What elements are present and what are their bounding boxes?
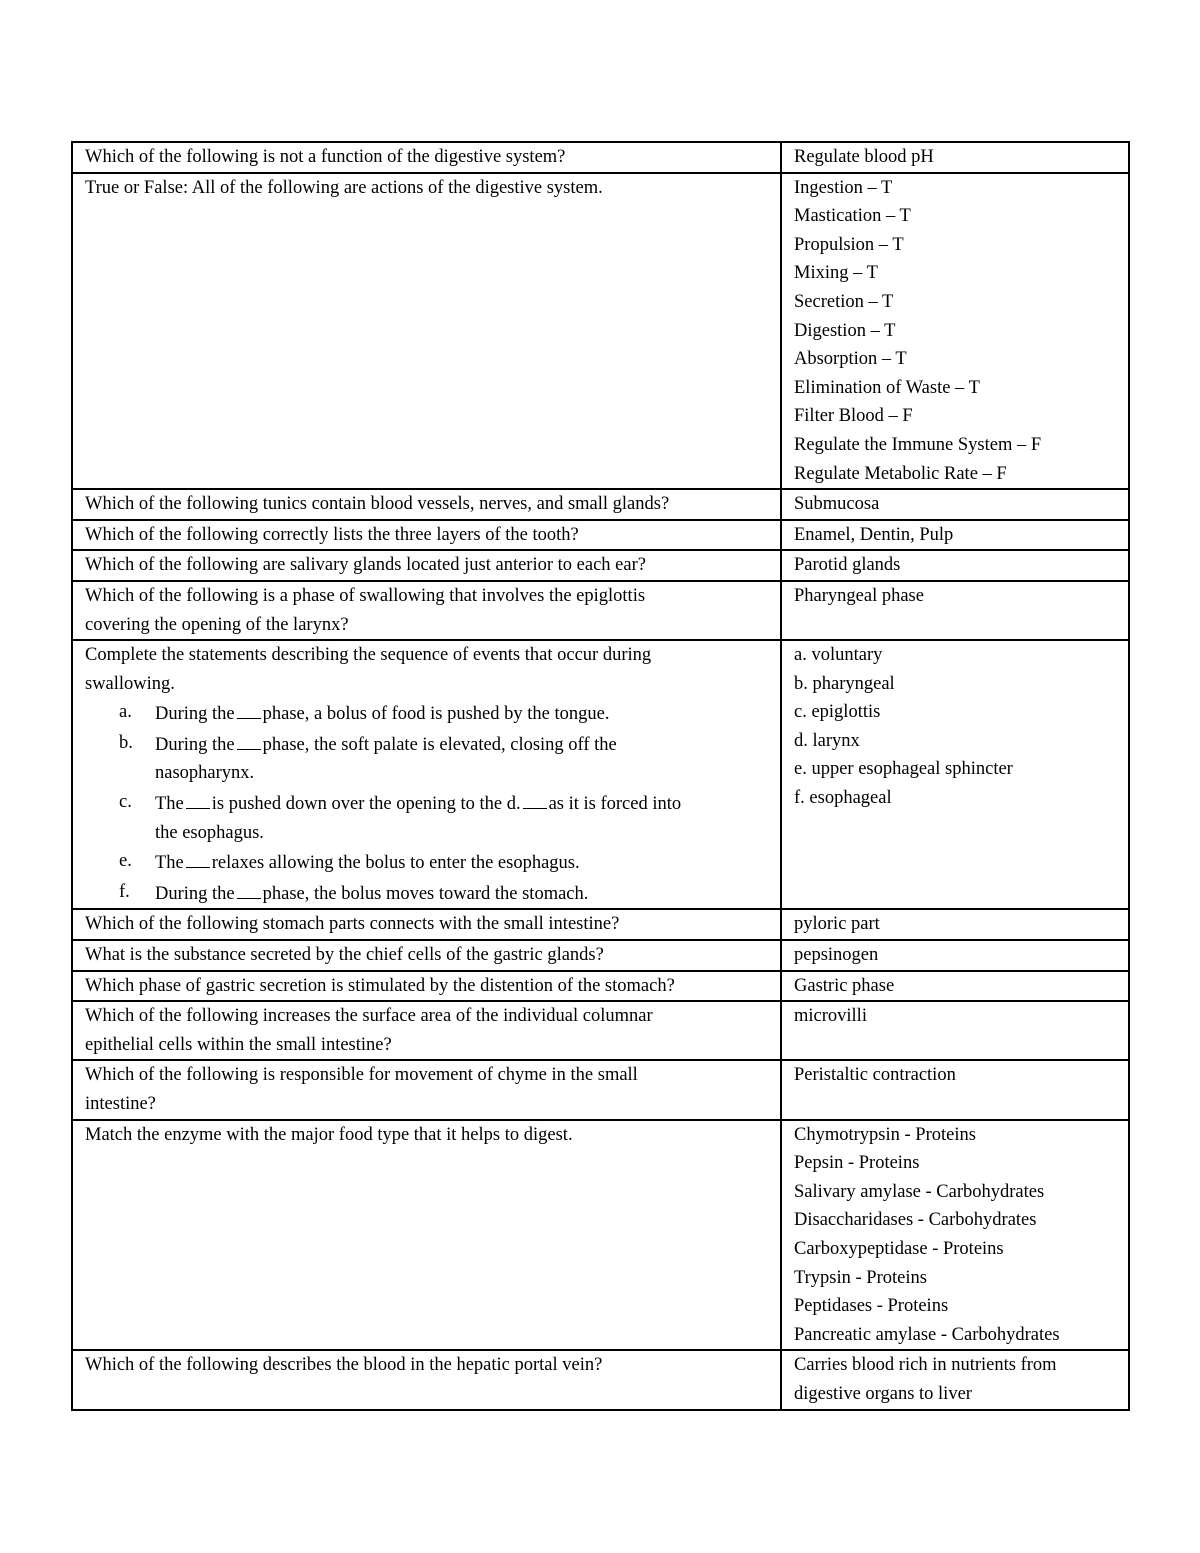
swallowing-statements-list [85,698,770,908]
answer-text: Carries blood rich in nutrients from [794,1355,1057,1376]
question-cell [72,640,781,909]
statement-text: During the [155,883,235,904]
answer-cell [781,142,1129,173]
table-row [72,909,1129,940]
answer-text: Filter Blood – F [794,406,913,427]
question-cell [72,550,781,581]
question-cell [72,520,781,551]
answer-text: pyloric part [794,914,880,935]
statement-text: phase, the soft palate is elevated, closing off the [262,734,617,755]
answer-text: b. pharyngeal [794,673,895,694]
table-row [72,640,1129,909]
answer-text: d. larynx [794,730,860,751]
table-row [72,173,1129,490]
table-row [72,489,1129,520]
answer-cell [781,1350,1129,1409]
answer-text: Carboxypeptidase - Proteins [794,1238,1004,1259]
answer-cell [781,1001,1129,1060]
fill-in-blank [237,698,261,719]
answer-text: pepsinogen [794,945,879,966]
fill-in-blank [186,847,210,868]
fill-in-blank [523,788,547,809]
answer-text: Elimination of Waste – T [794,377,980,398]
question-text: epithelial cells within the small intestine? [85,1034,392,1055]
question-text: True or False: All of the following are actions of the digestive system. [85,177,603,198]
answer-cell [781,489,1129,520]
statement-text: phase, the bolus moves toward the stomach. [262,883,589,904]
question-cell [72,940,781,971]
list-item [85,878,770,909]
answer-text: Pepsin - Proteins [794,1153,920,1174]
question-text: covering the opening of the larynx? [85,614,349,635]
answer-text: Parotid glands [794,555,901,576]
answer-text: f. esophageal [794,788,892,809]
answer-cell [781,940,1129,971]
list-marker: c. [119,792,132,813]
statement-text: The [155,853,184,874]
list-item [85,729,770,788]
statement-line [155,759,770,788]
answer-text: Regulate blood pH [794,147,934,167]
question-text: Complete the statements describing the sequence of events that occur during [85,645,652,666]
question-text: What is the substance secreted by the chief cells of the gastric glands? [85,945,604,966]
answer-text: Peristaltic contraction [794,1065,956,1086]
question-cell [72,489,781,520]
statement-line [155,878,770,909]
answer-text: Peptidases - Proteins [794,1296,949,1317]
answer-cell [781,1060,1129,1119]
table-row [72,142,1129,173]
answer-text: Disaccharidases - Carbohydrates [794,1210,1037,1231]
answer-text: Gastric phase [794,975,895,996]
question-text: Which of the following is a phase of swallowing that involves the epiglottis [85,585,646,606]
question-text: Which of the following tunics contain blood vessels, nerves, and small glands? [85,494,670,515]
statement-text: phase, a bolus of food is pushed by the tongue. [262,704,610,725]
table-row [72,1060,1129,1119]
answer-text: Submucosa [794,494,880,515]
statement-line [155,788,770,819]
statement-text: relaxes allowing the bolus to enter the esophagus. [211,853,580,874]
statement-text: as it is forced into [548,794,682,815]
table-row [72,971,1129,1002]
qa-table-body [72,142,1129,1410]
table-row [72,520,1129,551]
answer-text: Pancreatic amylase - Carbohydrates [794,1324,1060,1345]
answer-text: Mixing – T [794,263,878,284]
question-cell [72,581,781,640]
question-text: Which of the following is responsible for movement of chyme in the small [85,1065,638,1086]
statement-text: the esophagus. [155,822,264,843]
answer-cell [781,1120,1129,1351]
statement-line [155,729,770,760]
answer-text: e. upper esophageal sphincter [794,759,1013,780]
answer-text: a. voluntary [794,645,883,666]
answer-cell [781,581,1129,640]
answer-cell [781,909,1129,940]
answer-cell [781,173,1129,490]
question-text: Which of the following increases the surface area of the individual columnar [85,1006,653,1027]
fill-in-blank [237,878,261,899]
question-text: swallowing. [85,673,175,694]
list-marker: e. [119,851,132,872]
answer-text: Secretion – T [794,291,894,312]
answer-text: Propulsion – T [794,234,904,255]
list-marker: f. [119,881,130,902]
answer-text: Regulate Metabolic Rate – F [794,463,1007,484]
answer-text: Enamel, Dentin, Pulp [794,524,954,545]
answer-text: microvilli [794,1006,867,1027]
table-row [72,940,1129,971]
statement-text: The [155,794,184,815]
statement-text: is pushed down over the opening to the d. [211,794,521,815]
question-text: Which of the following describes the blood in the hepatic portal vein? [85,1355,603,1376]
question-text: Which of the following is not a function of the digestive system? [85,147,566,167]
answer-text: Chymotrypsin - Proteins [794,1124,976,1145]
answer-text: Absorption – T [794,349,907,370]
question-text: Which phase of gastric secretion is stimulated by the distention of the stomach? [85,975,675,996]
question-cell [72,1060,781,1119]
question-text: Which of the following stomach parts connects with the small intestine? [85,914,620,935]
statement-text: During the [155,704,235,725]
fill-in-blank [186,788,210,809]
question-text: Match the enzyme with the major food type that it helps to digest. [85,1124,573,1145]
question-cell [72,142,781,173]
question-cell [72,971,781,1002]
answer-text: Regulate the Immune System – F [794,434,1042,455]
statement-line [155,819,770,848]
question-cell [72,909,781,940]
question-cell [72,1120,781,1351]
statement-line [155,698,770,729]
question-text: intestine? [85,1094,156,1114]
statement-text: nasopharynx. [155,763,255,784]
question-cell [72,173,781,490]
list-marker: a. [119,702,132,723]
question-text: Which of the following are salivary glands located just anterior to each ear? [85,555,646,576]
statement-line [155,847,770,878]
fill-in-blank [237,729,261,750]
answer-cell [781,520,1129,551]
answer-text: Trypsin - Proteins [794,1267,927,1288]
list-item [85,698,770,729]
qa-table [71,141,1130,1411]
answer-text: Ingestion – T [794,177,893,198]
list-item [85,788,770,847]
answer-cell [781,971,1129,1002]
table-row [72,1350,1129,1409]
question-text: Which of the following correctly lists the three layers of the tooth? [85,524,579,545]
table-row [72,581,1129,640]
answer-text: Salivary amylase - Carbohydrates [794,1181,1045,1202]
answer-cell [781,550,1129,581]
table-row [72,1120,1129,1351]
answer-text: c. epiglottis [794,702,881,723]
answer-text: Digestion – T [794,320,896,341]
answer-cell [781,640,1129,909]
answer-text: digestive organs to liver [794,1383,972,1404]
list-marker: b. [119,732,133,753]
answer-text: Pharyngeal phase [794,585,924,606]
question-cell [72,1001,781,1060]
question-cell [72,1350,781,1409]
answer-text: Mastication – T [794,206,911,227]
table-row [72,1001,1129,1060]
table-row [72,550,1129,581]
list-item [85,847,770,878]
statement-text: During the [155,734,235,755]
